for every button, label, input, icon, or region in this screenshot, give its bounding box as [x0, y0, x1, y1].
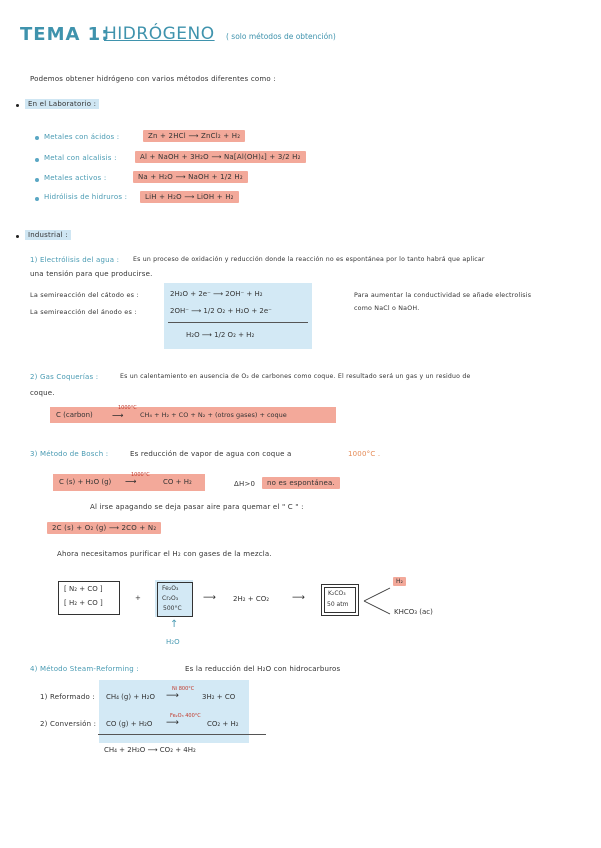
- cathode-equation: 2H₂O + 2e⁻ ⟶ 2OH⁻ + H₂: [170, 290, 263, 298]
- bullet-icon: [35, 178, 39, 182]
- reforming-condition: Ni 800°C: [172, 686, 195, 692]
- catalyst-line-1: Fe₂O₃: [162, 585, 179, 592]
- combustion-equation: 2C (s) + O₂ (g) ⟶ 2CO + N₂: [47, 522, 161, 534]
- mix-line-1: [ N₂ + CO ]: [64, 585, 103, 593]
- hydrogen-output: H₂: [393, 577, 406, 586]
- lab-item-equation: LiH + H₂O ⟶ LiOH + H₂: [140, 191, 239, 203]
- anode-label: La semireacción del ánodo es :: [30, 308, 137, 316]
- conversion-products: CO₂ + H₂: [207, 720, 239, 728]
- bullet-icon: [35, 197, 39, 201]
- conversion-label: 2) Conversión :: [40, 720, 97, 728]
- page-title: TEMA 1:: [20, 24, 110, 45]
- catalyst-line-3: 500°C: [163, 605, 182, 612]
- lab-item-equation: Na + H₂O ⟶ NaOH + 1/2 H₂: [133, 171, 248, 183]
- mix-line-2: [ H₂ + CO ]: [64, 599, 103, 607]
- reforming-products: 3H₂ + CO: [202, 693, 236, 701]
- coke-products: CH₄ + H₂ + CO + N₂ + (otros gases) + coque: [140, 411, 287, 419]
- absorber-line-1: K₂CO₃: [328, 590, 346, 597]
- side-note-2: como NaCl o NaOH.: [354, 305, 420, 312]
- enthalpy-note: no es espontánea.: [262, 477, 340, 489]
- method-4-title: 4) Método Steam-Reforming :: [30, 665, 139, 673]
- arrow-icon: ⟶: [166, 691, 179, 701]
- page-title-subject: HIDRÓGENO: [104, 24, 215, 44]
- method-1-text-2: una tensión para que producirse.: [30, 270, 153, 278]
- air-text: Al irse apagando se deja pasar aire para quemar el " C " :: [90, 503, 304, 511]
- lab-item-label: Metales activos :: [44, 174, 107, 182]
- conversion-condition: Fe₂O₃ 400°C: [170, 713, 201, 719]
- method-2-text-2: coque.: [30, 389, 55, 397]
- water-input: H₂O: [166, 638, 180, 646]
- reforming-label: 1) Reformado :: [40, 693, 95, 701]
- global-equation: H₂O ⟶ 1/2 O₂ + H₂: [186, 331, 255, 339]
- split-arrows: [362, 584, 394, 618]
- bosch-reactants: C (s) + H₂O (g): [59, 478, 112, 486]
- bullet-icon: [35, 136, 39, 140]
- method-2-text: Es un calentamiento en ausencia de O₂ de carbones como coque. El resultado será un gas y un residuo de: [120, 373, 471, 380]
- sum-line: [98, 734, 266, 735]
- arrow-icon: ⟶: [166, 718, 179, 728]
- conversion-reactants: CO (g) + H₂O: [106, 720, 153, 728]
- bosch-condition: 1000°C: [131, 472, 150, 478]
- method-1-title: 1) Electrólisis del agua :: [30, 256, 120, 264]
- lab-item-equation: Al + NaOH + 3H₂O ⟶ Na[Al(OH)₄] + 3/2 H₂: [135, 151, 306, 163]
- steam-reforming-total: CH₄ + 2H₂O ⟶ CO₂ + 4H₂: [104, 746, 196, 754]
- arrow-icon: ⟶: [203, 593, 216, 603]
- lab-item-label: Hidrólisis de hidruros :: [44, 193, 128, 201]
- method-3-title: 3) Método de Bosch :: [30, 450, 109, 458]
- enthalpy-label: ΔH>0: [234, 480, 256, 488]
- coke-condition: 1000°C: [118, 405, 137, 411]
- sum-line: [168, 322, 308, 323]
- lab-heading: En el Laboratorio :: [25, 99, 99, 109]
- bosch-products: CO + H₂: [163, 478, 192, 486]
- arrow-icon: ⟶: [112, 411, 124, 420]
- side-note-1: Para aumentar la conductividad se añade electrolisis: [354, 292, 532, 299]
- method-3-temp: 1000°C .: [348, 450, 381, 458]
- purify-text: Ahora necesitamos purificar el H₂ con gases de la mezcla.: [57, 550, 272, 558]
- lab-item-equation: Zn + 2HCl ⟶ ZnCl₂ + H₂: [143, 130, 245, 142]
- cathode-label: La semireacción del cátodo es :: [30, 291, 139, 299]
- absorber-line-2: 50 atm: [327, 601, 349, 608]
- coke-reactant: C (carbon): [56, 411, 93, 419]
- bicarbonate-output: KHCO₃ (ac): [394, 608, 433, 616]
- arrow-icon: ⟶: [292, 593, 305, 603]
- bullet-icon: [16, 104, 19, 107]
- plus-sign: +: [135, 594, 142, 602]
- method-1-text: Es un proceso de oxidación y reducción donde la reacción no es espontánea por lo tanto habrá que aplicar: [133, 256, 485, 263]
- industrial-heading: Industrial :: [25, 230, 71, 240]
- method-4-text: Es la reducción del H₂O con hidrocarburos: [185, 665, 341, 673]
- lab-item-label: Metal con alcalisis :: [44, 154, 117, 162]
- catalyst-line-2: Cr₂O₃: [162, 595, 179, 602]
- bullet-icon: [35, 158, 39, 162]
- title-note: ( solo métodos de obtención): [226, 32, 336, 41]
- method-3-text: Es reducción de vapor de agua con coque a: [130, 450, 292, 458]
- method-2-title: 2) Gas Coquerías :: [30, 373, 99, 381]
- bullet-icon: [16, 235, 19, 238]
- reforming-reactants: CH₄ (g) + H₂O: [106, 693, 155, 701]
- intermediate-products: 2H₂ + CO₂: [233, 595, 270, 603]
- lab-item-label: Metales con ácidos :: [44, 133, 120, 141]
- arrow-icon: ⟶: [125, 477, 137, 486]
- up-arrow-icon: ↑: [170, 619, 179, 630]
- intro-text: Podemos obtener hidrógeno con varios métodos diferentes como :: [30, 75, 276, 83]
- anode-equation: 2OH⁻ ⟶ 1/2 O₂ + H₂O + 2e⁻: [170, 307, 272, 315]
